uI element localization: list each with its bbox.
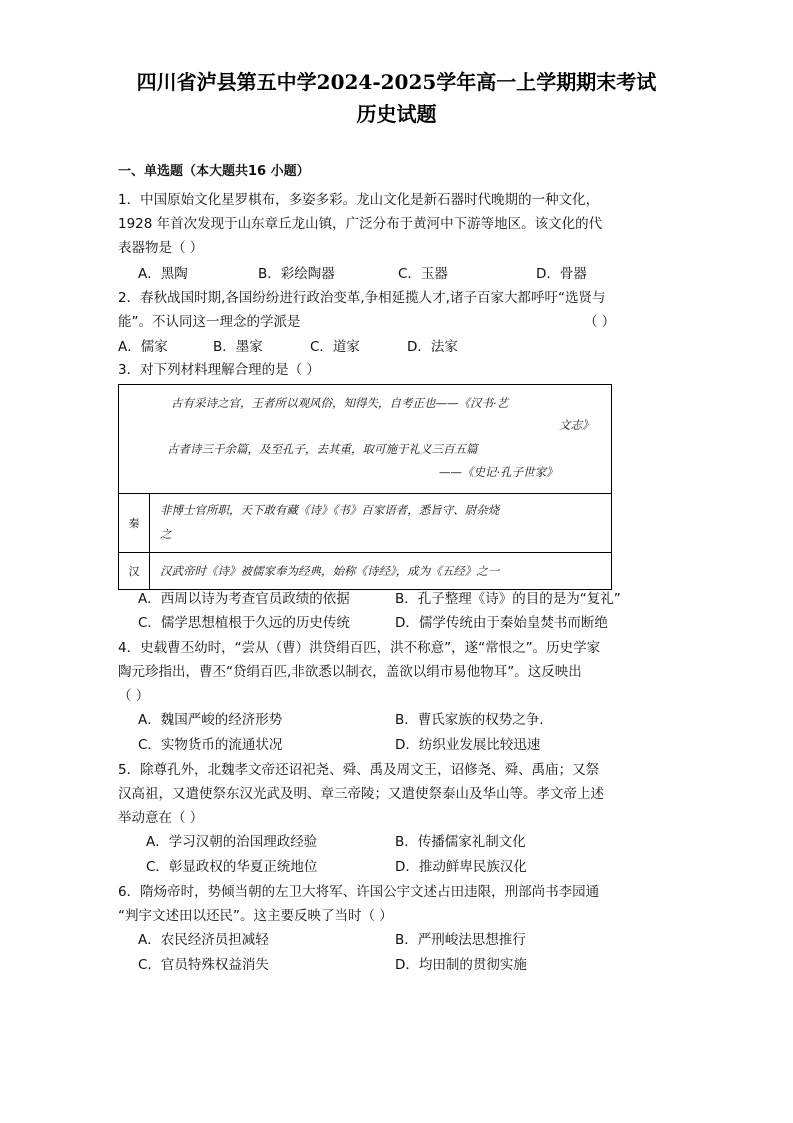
- option-a[interactable]: A．学习汉朝的治国理政经验: [146, 834, 318, 850]
- quote-line: 古有采诗之官，王者所以观风俗，知得失，自考正也——《汉书·艺: [171, 396, 509, 410]
- row-text-line: 非博士官所职，天下敢有藏《诗》《书》百家语者，悉旨守、尉杂烧: [160, 503, 500, 517]
- question-text-line: 3．对下列材料理解合理的是（ ）: [118, 362, 320, 378]
- row-text-line: 汉武帝时《诗》被儒家奉为经典，始称《诗经》，成为《五经》之一: [160, 564, 500, 578]
- option-b[interactable]: B．彩绘陶器: [258, 266, 335, 282]
- option-d[interactable]: D．骨器: [536, 266, 587, 282]
- answer-blank: （ ）: [584, 314, 616, 330]
- quote-line: 文志》: [559, 418, 594, 432]
- option-a[interactable]: A．农民经济员担减轻: [138, 932, 269, 948]
- exam-title: 四川省泸县第五中学2024-2025学年高一上学期期末考试: [136, 70, 657, 94]
- question-text-line: 2．春秋战国时期,各国纷纷进行政治变革,争相延揽人才,诸子百家大都呼吁“选贤与: [118, 290, 606, 306]
- exam-subtitle: 历史试题: [356, 102, 437, 126]
- row-text-line: 之: [160, 527, 172, 541]
- option-d[interactable]: D．均田制的贯彻实施: [395, 957, 527, 973]
- option-c[interactable]: C．实物货币的流通状况: [138, 737, 283, 753]
- question-text-line: 能”。不认同这一理念的学派是: [118, 314, 301, 330]
- option-a[interactable]: A．儒家: [118, 339, 168, 355]
- option-b[interactable]: B．孔子整理《诗》的目的是为“复礼”: [395, 591, 621, 607]
- option-c[interactable]: C．彰显政权的华夏正统地位: [146, 859, 318, 875]
- source-material-table: [118, 384, 612, 590]
- question-text-line: 5．除尊孔外，北魏孝文帝还诏祀尧、舜、禹及周文王，诏修尧、舜、禹庙；又祭: [118, 762, 600, 778]
- option-b[interactable]: B．传播儒家礼制文化: [395, 834, 526, 850]
- question-text-line: 1．中国原始文化星罗棋布，多姿多彩。龙山文化是新石器时代晚期的一种文化，: [118, 192, 600, 208]
- question-text-line: 表器物是（ ）: [118, 240, 204, 256]
- option-c[interactable]: C．儒学思想植根于久远的历史传统: [138, 615, 350, 631]
- option-a[interactable]: A．魏国严峻的经济形势: [138, 712, 283, 728]
- option-c[interactable]: C．玉器: [398, 266, 448, 282]
- option-d[interactable]: D．儒学传统由于秦始皇焚书而断绝: [395, 615, 608, 631]
- qin-text-cell: [150, 494, 612, 553]
- question-text-line: 举动意在（ ）: [118, 810, 204, 826]
- question-text-line: “判宇文述田以还民”。这主要反映了当时（ ）: [118, 908, 393, 924]
- han-text-cell: [150, 553, 612, 590]
- option-c[interactable]: C．官员特殊权益消失: [138, 957, 269, 973]
- dynasty-qin: 秦: [119, 494, 150, 553]
- quote-line: 古者诗三千余篇，及至孔子，去其重，取可施于礼义三百五篇: [167, 442, 478, 456]
- quote-line: ——《史记·孔子世家》: [439, 465, 558, 479]
- option-a[interactable]: A．西周以诗为考查官员政绩的依据: [138, 591, 350, 607]
- option-d[interactable]: D．推动鲜卑民族汉化: [395, 859, 527, 875]
- option-d[interactable]: D．法家: [407, 339, 458, 355]
- question-text-line: 4．史载曹丕幼时，“尝从（曹）洪贷绢百匹，洪不称意”，遂“常恨之”。历史学家: [118, 640, 601, 656]
- answer-blank: （ ）: [118, 688, 150, 704]
- option-a[interactable]: A．黑陶: [138, 266, 188, 282]
- question-text-line: 6．隋炀帝时，势倾当朝的左卫大将军、许国公宇文述占田违限，刑部尚书李园通: [118, 884, 600, 900]
- quote-cell: [119, 385, 612, 494]
- dynasty-han: 汉: [119, 553, 150, 590]
- section-heading: 一、单选题（本大题共16 小题）: [118, 164, 310, 179]
- question-text-line: 汉高祖，又遣使祭东汉光武及明、章三帝陵；又遣使祭泰山及华山等。孝文帝上述: [118, 786, 604, 802]
- option-b[interactable]: B．严刑峻法思想推行: [395, 932, 526, 948]
- option-b[interactable]: B．墨家: [213, 339, 263, 355]
- question-text-line: 陶元珍指出，曹丕“贷绢百匹,非欲悉以制衣，盖欲以绢市易他物耳”。这反映出: [118, 664, 582, 680]
- option-d[interactable]: D．纺织业发展比较迅速: [395, 737, 541, 753]
- question-text-line: 1928 年首次发现于山东章丘龙山镇，广泛分布于黄河中下游等地区。该文化的代: [118, 216, 603, 232]
- option-c[interactable]: C．道家: [310, 339, 360, 355]
- option-b[interactable]: B．曹氏家族的权势之争.: [395, 712, 544, 728]
